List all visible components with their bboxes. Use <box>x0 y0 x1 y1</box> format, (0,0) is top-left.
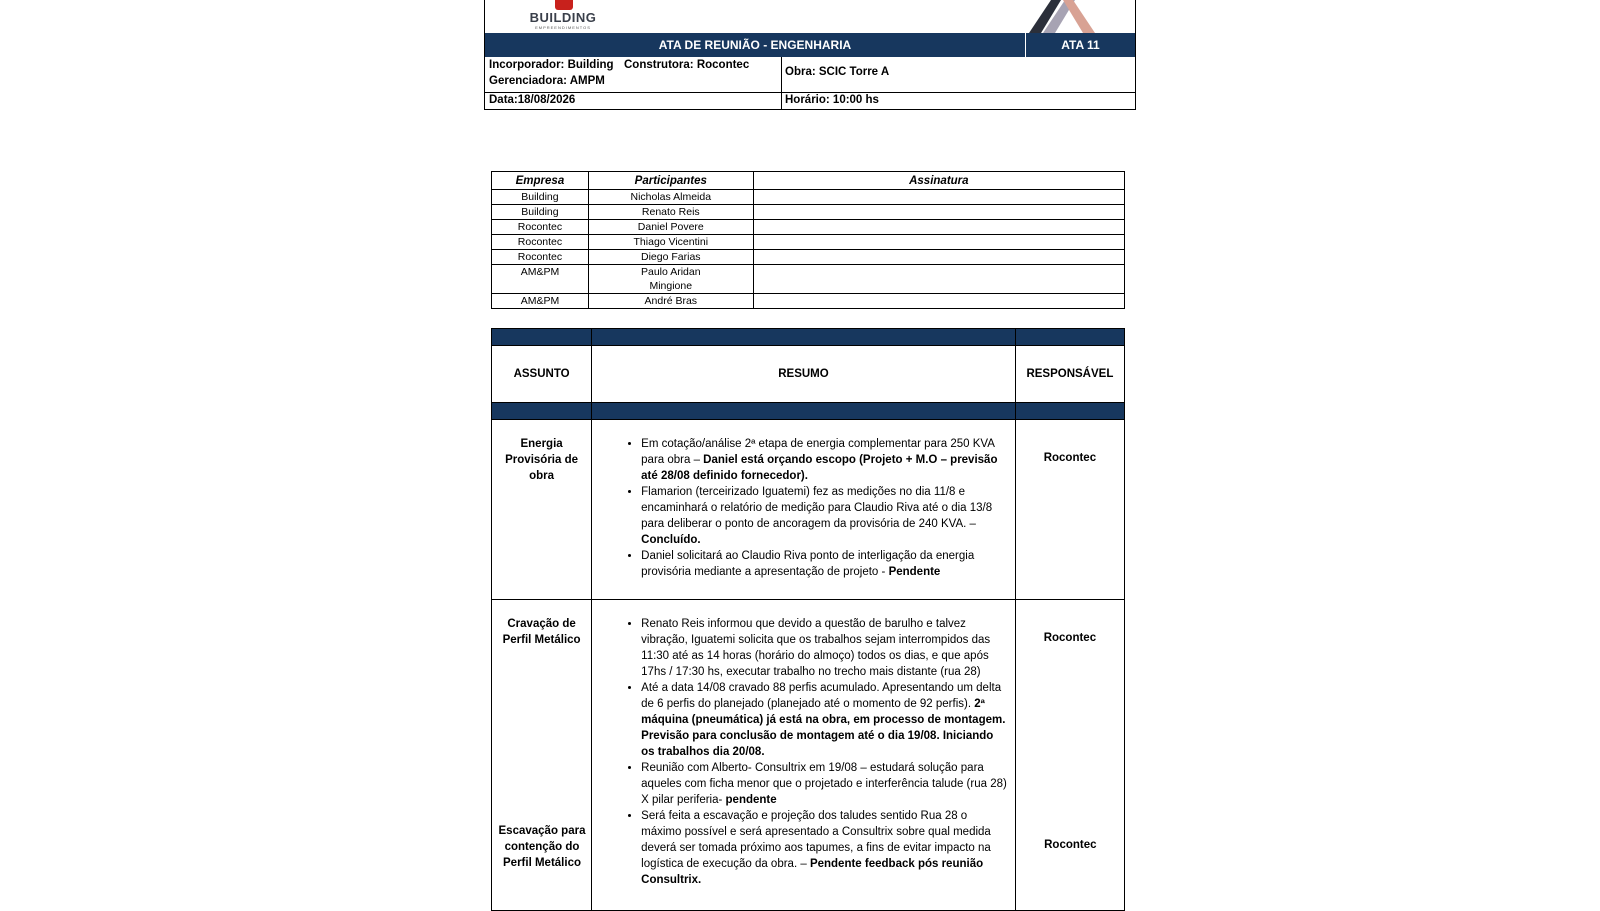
signature-cell <box>753 250 1124 265</box>
band-cell <box>592 329 1016 346</box>
subject-line: Perfil Metálico <box>503 857 581 869</box>
responsible-cell <box>1015 600 1124 911</box>
bullet-text: Em cotação/análise 2ª etapa de energia complementar para 250 KVA para obra – <box>641 438 995 466</box>
bullet-text: Daniel solicitará ao Claudio Riva ponto de interligação da energia provisória mediante a apresentação de projeto - <box>641 550 975 578</box>
minutes-table <box>491 328 1125 911</box>
participant-cell: Renato Reis <box>588 205 753 220</box>
table-row <box>492 190 1125 205</box>
responsible-text: Rocontec <box>1043 632 1097 644</box>
band-cell <box>592 403 1016 420</box>
col-header-resumo: RESUMO <box>592 346 1016 403</box>
minutes-header-row <box>492 346 1125 403</box>
time-label: Horário: 10:00 hs <box>785 94 879 106</box>
logo-area <box>485 0 1135 33</box>
bullet-bold-text: Pendente feedback pós reunião Consultrix. <box>641 858 984 886</box>
subject-line: Cravação de <box>507 618 576 630</box>
date-label: Data:18/08/2026 <box>489 94 576 106</box>
info-row-date <box>485 93 1135 110</box>
table-row <box>492 235 1125 250</box>
list-item <box>641 808 1007 888</box>
list-item <box>641 484 1007 548</box>
bullet-text: Será feita a escavação e projeção dos taludes sentido Rua 28 o máximo possível e será apresentado a Consultrix sobre qual medida deverá ser tomada próximo aos tapumes, a fins de evitar impacto na logística de execução da obra. – <box>641 810 991 870</box>
band-cell <box>1015 329 1124 346</box>
summary-list <box>592 420 1015 580</box>
obra-label: Obra: SCIC Torre A <box>785 66 890 78</box>
participant-cell: André Bras <box>588 294 753 309</box>
bullet-text: Reunião com Alberto- Consultrix em 19/08 – estudará solução para aqueles com ficha menor que o projetado e interferência talude (rua 28) X pilar periferia- <box>641 762 1007 806</box>
band-cell <box>492 329 592 346</box>
gerenciadora-label: Gerenciadora: AMPM <box>489 75 605 87</box>
summary-cell <box>592 600 1016 911</box>
list-item <box>641 548 1007 580</box>
bullet-text: Flamarion (terceirizado Iguatemi) fez as medições no dia 11/8 e encaminhará o relatório de medição para Claudio Riva até o dia 13/8 para deliberar o ponto de ancoragem da provisória de 240 KVA. – <box>641 486 993 530</box>
list-item <box>641 616 1007 680</box>
info-divider <box>781 93 782 110</box>
table-row <box>492 265 1125 294</box>
bullet-bold-text: pendente <box>725 794 777 806</box>
signature-cell <box>753 265 1124 294</box>
info-divider <box>781 57 782 93</box>
ata-number: ATA 11 <box>1061 38 1100 52</box>
bullet-bold-text: Daniel está orçando escopo (Projeto + M.O – previsão até 28/08 definido fornecedor). <box>641 454 998 482</box>
table-band <box>492 329 1125 346</box>
participants-table <box>491 171 1125 309</box>
construtora-label: Construtora: Rocontec <box>624 59 750 71</box>
subject-text <box>492 420 591 484</box>
info-row-parties <box>485 57 1135 93</box>
subject-line: Provisória de <box>505 454 579 466</box>
table-row <box>492 294 1125 309</box>
empresa-cell: Building <box>492 190 589 205</box>
bullet-bold-text: Pendente <box>888 566 941 578</box>
participant-line: Paulo Aridan <box>641 266 701 278</box>
building-logo <box>523 0 603 32</box>
col-header-assunto: ASSUNTO <box>492 346 592 403</box>
subject-cell <box>492 600 592 911</box>
empresa-cell: AM&PM <box>492 265 589 294</box>
table-row <box>492 600 1125 911</box>
subject-line: Perfil Metálico <box>502 634 581 646</box>
logo-subtitle: EMPREENDIMENTOS <box>535 25 591 30</box>
table-row <box>492 220 1125 235</box>
signature-cell <box>753 190 1124 205</box>
subject-line: Energia <box>520 438 563 450</box>
col-header-participantes: Participantes <box>588 172 753 190</box>
responsible-text: Rocontec <box>1044 839 1097 851</box>
signature-cell <box>753 220 1124 235</box>
list-item <box>641 436 1007 484</box>
minutes-header <box>484 0 1136 110</box>
table-band <box>492 403 1125 420</box>
subject-line: obra <box>529 470 555 482</box>
empresa-cell: Rocontec <box>492 250 589 265</box>
responsible-text: Rocontec <box>1043 452 1097 464</box>
partner-logo-icon <box>1029 0 1099 33</box>
signature-cell <box>753 235 1124 250</box>
bullet-text: Renato Reis informou que devido a questão de barulho e talvez vibração, Iguatemi solicita que os trabalhos sejam interrompidos das 11:30 até as 14 horas (horário do almoço) todos os dias, e que após 17hs / 17:30 hs, executar trabalho no trecho mais distante (rua 28) <box>641 618 991 678</box>
logo-wordmark: BUILDING <box>529 10 597 25</box>
list-item <box>641 760 1007 808</box>
empresa-cell: Rocontec <box>492 220 589 235</box>
title-bar <box>485 33 1135 57</box>
subject-line: Escavação para <box>498 825 586 837</box>
participant-cell: Diego Farias <box>588 250 753 265</box>
subject-cell <box>492 420 592 600</box>
bullet-bold-text: 2ª máquina (pneumática) já está na obra, em processo de montagem. Previsão para conclusão de montagem até o dia 19/08. Iniciando os trabalhos dia 20/08. <box>641 698 1006 758</box>
col-header-empresa: Empresa <box>492 172 589 190</box>
col-header-assinatura: Assinatura <box>753 172 1124 190</box>
list-item <box>641 680 1007 760</box>
empresa-cell: AM&PM <box>492 294 589 309</box>
empresa-cell: Rocontec <box>492 235 589 250</box>
participant-cell: Thiago Vicentini <box>588 235 753 250</box>
table-row <box>492 420 1125 600</box>
band-cell <box>1015 403 1124 420</box>
signature-cell <box>753 205 1124 220</box>
empresa-cell: Building <box>492 205 589 220</box>
table-row <box>492 250 1125 265</box>
col-header-responsavel: RESPONSÁVEL <box>1015 346 1124 403</box>
table-row <box>492 205 1125 220</box>
participant-line: Mingione <box>649 280 693 292</box>
incorporador-label: Incorporador: Building <box>489 59 614 71</box>
subject-text <box>492 600 591 648</box>
participants-header-row <box>492 172 1125 190</box>
bullet-bold-text: Concluído. <box>641 534 701 546</box>
document-title: ATA DE REUNIÃO - ENGENHARIA <box>658 38 852 52</box>
logo-cube-icon <box>555 0 573 10</box>
summary-cell <box>592 420 1016 600</box>
participant-cell <box>588 265 753 294</box>
summary-list <box>592 600 1015 888</box>
participant-cell: Daniel Povere <box>588 220 753 235</box>
participant-cell: Nicholas Almeida <box>588 190 753 205</box>
signature-cell <box>753 294 1124 309</box>
band-cell <box>492 403 592 420</box>
bullet-text: Até a data 14/08 cravado 88 perfis acumulado. Apresentando um delta de 6 perfis do planejado (planejado até o momento de 92 perfis). <box>641 682 1002 710</box>
responsible-cell <box>1015 420 1124 600</box>
subject-line: contenção do <box>504 841 580 853</box>
subject-text <box>492 823 592 871</box>
